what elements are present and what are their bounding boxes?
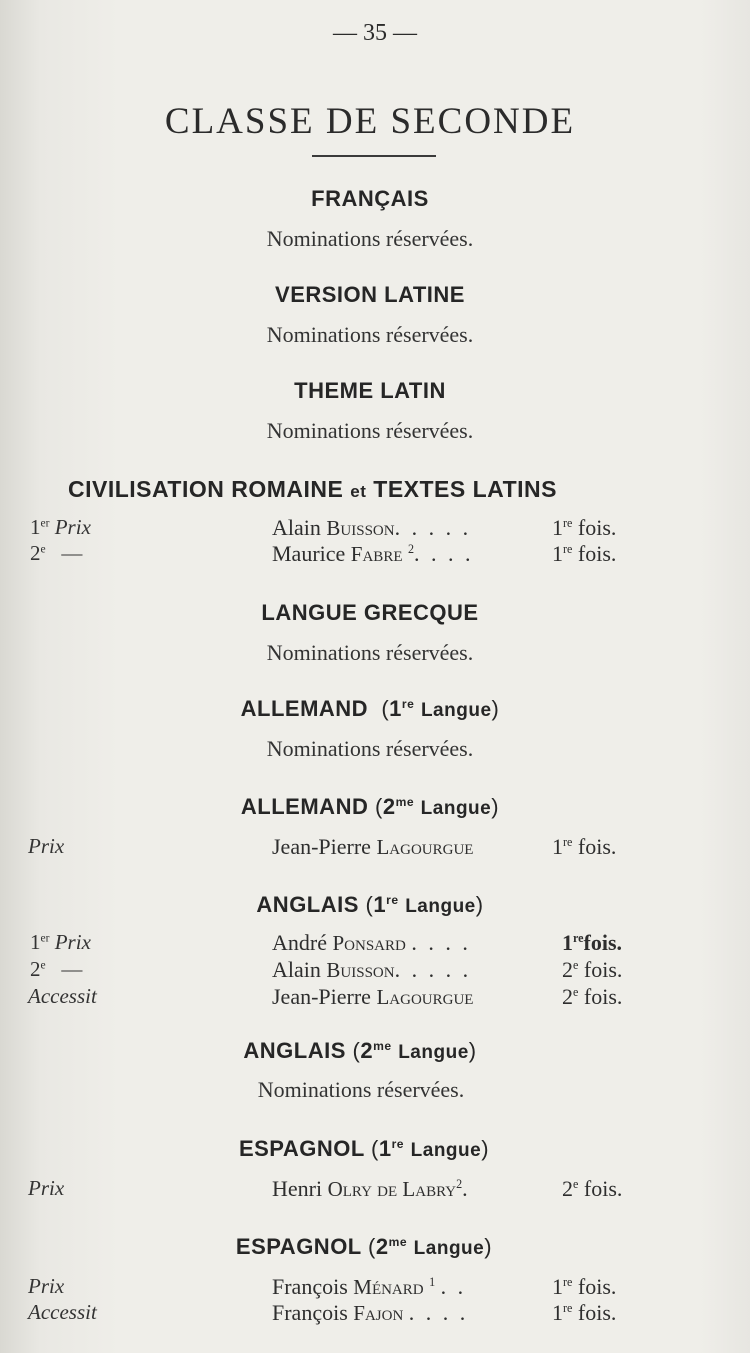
language-rank-suffix: re [401, 697, 415, 712]
laureate-name [272, 930, 471, 956]
language-rank-suffix: me [373, 1039, 392, 1054]
prize-label [30, 541, 82, 566]
times-suffix: re [563, 516, 573, 531]
section-heading-francais: FRANÇAIS [311, 186, 429, 211]
first-name: Jean-Pierre [272, 984, 371, 1009]
heading-language: ANGLAIS [256, 892, 359, 917]
leader-dots: . . . . . [394, 515, 472, 540]
footnote-mark: 2 [456, 1177, 463, 1192]
section-heading-langue-grecque: LANGUE GRECQUE [261, 600, 479, 625]
last-name: Ménard [353, 1275, 424, 1299]
times-number: 2 [562, 1176, 573, 1201]
heading-language: ALLEMAND [240, 696, 369, 721]
prize-label: Prix [28, 1176, 65, 1200]
language-rank: 2 [375, 1234, 389, 1259]
times-count [552, 1300, 616, 1326]
last-name: Buisson [326, 958, 395, 982]
last-name: Ponsard [332, 931, 406, 955]
section-note: Nominations réservées. [266, 418, 474, 443]
leader-dots: . . [440, 1274, 467, 1299]
times-count [562, 957, 622, 983]
section-heading-espagnol-1: ESPAGNOL (1re Langue) [238, 1136, 490, 1161]
ditto-mark: — [45, 957, 83, 981]
times-suffix: e [573, 985, 579, 1000]
section-heading-allemand-2: ALLEMAND ($2^{me}$ Langue) [240, 794, 500, 819]
title-rule [312, 155, 436, 157]
language-word: Langue [410, 1140, 482, 1161]
section-note: Nominations réservées. [257, 1077, 465, 1102]
leader-dots: . . . . [408, 1300, 469, 1325]
section-note: Nominations réservées. [266, 322, 474, 347]
first-name: André [272, 930, 327, 955]
times-number: 2 [562, 984, 573, 1009]
times-count [552, 834, 616, 860]
last-name: Buisson [326, 516, 395, 540]
section-heading-anglais-2: ANGLAIS ($2^{me}$ Langue) [243, 1038, 477, 1063]
laureate-name [272, 1274, 466, 1300]
times-word: fois. [583, 930, 623, 955]
heading-part: CIVILISATION ROMAINE [68, 476, 344, 502]
section-heading-version-latine: VERSION LATINE [275, 282, 465, 307]
times-count [552, 541, 616, 567]
prize-label: Prix [28, 1274, 65, 1298]
language-rank: 2 [360, 1038, 374, 1063]
prize-word: Prix [49, 930, 91, 954]
rank: 1 [30, 930, 41, 954]
rank-suffix: e [40, 959, 46, 972]
language-word: Langue [398, 1042, 469, 1063]
last-name: Fajon [353, 1301, 404, 1325]
prize-label: Accessit [28, 1300, 97, 1324]
last-name: Fabre [350, 542, 403, 566]
heading-language: ESPAGNOL [235, 1234, 362, 1259]
section-heading-anglais-1: ANGLAIS (1re Langue) [256, 892, 484, 917]
times-number: 1 [552, 515, 563, 540]
times-number: 1 [552, 541, 563, 566]
last-name: Olry de Labry [327, 1177, 457, 1201]
prize-label: Prix [28, 834, 65, 858]
language-rank-suffix: re [391, 1137, 405, 1152]
first-name: François [272, 1274, 348, 1299]
first-name: Maurice [272, 541, 346, 566]
language-word: Langue [413, 1238, 485, 1259]
rank: 2 [30, 541, 41, 565]
prize-label [30, 930, 91, 955]
times-word: fois. [578, 957, 623, 982]
times-count [562, 984, 622, 1010]
times-count [552, 515, 616, 541]
first-name: François [272, 1300, 348, 1325]
laureate-name [272, 515, 471, 541]
section-heading-theme-latin: THEME LATIN [294, 378, 446, 403]
heading-language: ALLEMAND [240, 794, 369, 819]
first-name: Jean-Pierre [272, 834, 371, 859]
language-rank-suffix: me [388, 1235, 408, 1250]
footnote-mark: 2 [407, 542, 415, 557]
times-suffix: re [563, 835, 573, 850]
language-rank-suffix: re [386, 893, 399, 908]
leader-dots: . . . . [411, 930, 471, 955]
times-count [562, 1176, 622, 1202]
leader-dots: . [462, 1176, 468, 1201]
times-suffix: e [573, 1177, 579, 1192]
times-word: fois. [572, 541, 617, 566]
times-word: fois. [578, 984, 623, 1009]
section-note: Nominations réservées. [266, 736, 474, 761]
language-word: Langue [420, 700, 492, 721]
laureate-name [272, 541, 474, 567]
language-rank: 1 [373, 892, 387, 917]
times-word: fois. [572, 515, 617, 540]
language-word: Langue [420, 798, 492, 819]
page-number: — 35 — [333, 20, 417, 46]
times-number: 1 [552, 1300, 563, 1325]
heading-part: TEXTES LATINS [373, 476, 557, 502]
times-number: 2 [562, 957, 573, 982]
first-name: Alain [272, 515, 321, 540]
first-name: Henri [272, 1176, 323, 1201]
laureate-name [272, 1300, 468, 1326]
section-heading-espagnol-2: ESPAGNOL ($2^{me}$ Langue) [235, 1234, 493, 1259]
times-word: fois. [572, 834, 617, 859]
prize-label [30, 515, 91, 540]
laureate-name [272, 1176, 468, 1202]
language-rank: 1 [378, 1136, 392, 1161]
last-name: Lagourgue [376, 835, 474, 859]
rank: 2 [30, 957, 41, 981]
first-name: Alain [272, 957, 321, 982]
times-count [552, 1274, 616, 1300]
heading-language: ESPAGNOL [238, 1136, 365, 1161]
laureate-name [272, 984, 473, 1010]
rank-suffix: e [40, 543, 46, 556]
footnote-mark: 1 [429, 1275, 436, 1290]
times-suffix: re [563, 542, 573, 557]
heading-conjunction: et [350, 482, 367, 501]
times-number: 1 [552, 834, 563, 859]
section-note: Nominations réservées. [266, 640, 474, 665]
language-rank: 2 [382, 794, 396, 819]
heading-language: ANGLAIS [243, 1038, 346, 1063]
times-number: 1 [552, 1274, 563, 1299]
times-count [562, 930, 622, 956]
prize-word: Prix [49, 515, 91, 539]
laureate-name [272, 957, 471, 983]
times-suffix: re [563, 1275, 573, 1290]
prize-label [30, 957, 82, 982]
times-suffix: re [573, 931, 584, 946]
times-word: fois. [572, 1300, 617, 1325]
language-word: Langue [405, 896, 476, 917]
rank: 1 [30, 515, 41, 539]
times-word: fois. [572, 1274, 617, 1299]
times-suffix: e [573, 958, 579, 973]
times-number: 1 [562, 930, 573, 955]
leader-dots: . . . . . [394, 957, 472, 982]
times-word: fois. [578, 1176, 623, 1201]
language-rank-suffix: me [395, 795, 415, 810]
ditto-mark: — [45, 541, 83, 565]
section-heading-civilisation [68, 476, 557, 503]
language-rank: 1 [389, 696, 402, 721]
times-suffix: re [563, 1301, 573, 1316]
rank-suffix: er [40, 932, 50, 945]
section-heading-allemand-1: ALLEMAND (1re Langue) [240, 696, 500, 721]
prize-label: Accessit [28, 984, 97, 1008]
laureate-name [272, 834, 473, 860]
rank-suffix: er [40, 517, 50, 530]
last-name: Lagourgue [376, 985, 474, 1009]
page-title: CLASSE DE SECONDE [164, 101, 576, 142]
leader-dots: . . . . [414, 541, 474, 566]
section-note: Nominations réservées. [266, 226, 474, 251]
